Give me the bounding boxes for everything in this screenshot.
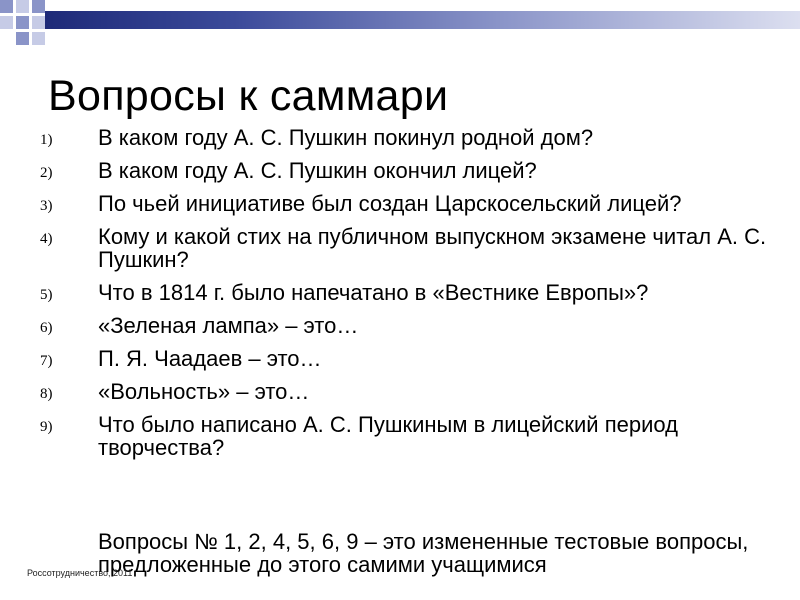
- question-text: «Зеленая лампа» – это…: [98, 313, 359, 338]
- list-item: [40, 380, 770, 403]
- question-text: В каком году А. С. Пушкин окончил лицей?: [98, 158, 537, 183]
- item-number: 4): [40, 231, 53, 247]
- footer-text: Россотрудничество, 2011: [27, 568, 133, 578]
- list-item: [40, 225, 770, 271]
- question-list: [40, 126, 770, 469]
- decor-square: [32, 0, 45, 13]
- item-number: 9): [40, 419, 53, 435]
- slide-title: Вопросы к саммари: [48, 72, 449, 120]
- item-number: 3): [40, 198, 53, 214]
- item-number: 5): [40, 287, 53, 303]
- decor-square: [32, 16, 45, 29]
- item-number: 6): [40, 320, 53, 336]
- item-number: 2): [40, 165, 53, 181]
- question-text: В каком году А. С. Пушкин покинул родной дом?: [98, 125, 594, 150]
- decor-square: [16, 32, 29, 45]
- list-item: [40, 159, 770, 182]
- list-item: [40, 126, 770, 149]
- decor-square: [0, 0, 13, 13]
- decor-square: [16, 16, 29, 29]
- list-item: [40, 314, 770, 337]
- question-text: «Вольность» – это…: [98, 379, 310, 404]
- decor-square: [0, 16, 13, 29]
- list-item: [40, 281, 770, 304]
- list-item: [40, 347, 770, 370]
- question-text: Кому и какой стих на публичном выпускном экзамене читал А. С. Пушкин?: [98, 224, 767, 272]
- question-text: Что было написано А. С. Пушкиным в лицейский период творчества?: [98, 412, 678, 460]
- list-item: [40, 413, 770, 459]
- list-item: [40, 192, 770, 215]
- decor-square: [16, 0, 29, 13]
- item-number: 8): [40, 386, 53, 402]
- question-text: Что в 1814 г. было напечатано в «Вестнике Европы»?: [98, 280, 649, 305]
- item-number: 1): [40, 132, 53, 148]
- question-text: По чьей инициативе был создан Царскосельский лицей?: [98, 191, 682, 216]
- item-number: 7): [40, 353, 53, 369]
- header-gradient-band: [45, 11, 800, 29]
- note-text: Вопросы № 1, 2, 4, 5, 6, 9 – это измененные тестовые вопросы, предложенные до этого самими учащимися: [98, 529, 749, 577]
- decor-square: [32, 32, 45, 45]
- question-text: П. Я. Чаадаев – это…: [98, 346, 322, 371]
